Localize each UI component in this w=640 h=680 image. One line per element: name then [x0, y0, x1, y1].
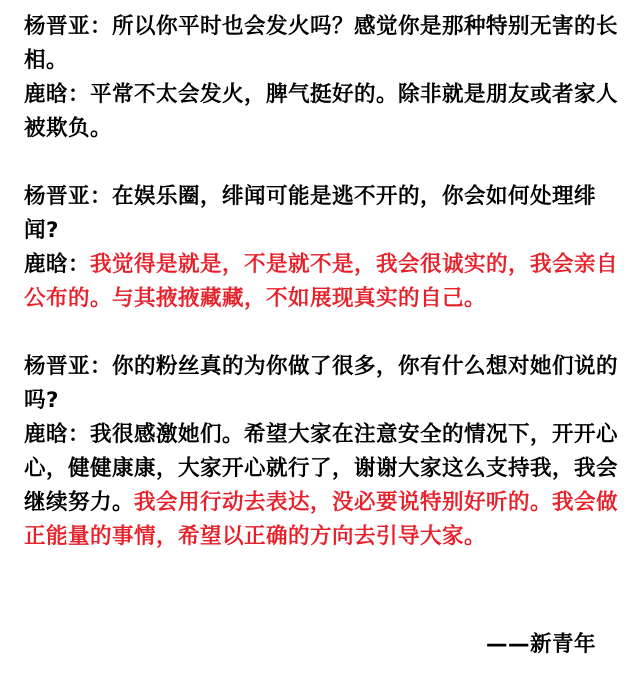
- question-paragraph: [24, 350, 624, 418]
- source-credit: ——新青年: [485, 632, 596, 657]
- article-body: [24, 10, 624, 554]
- colon: ：: [90, 354, 113, 379]
- answer-highlight-text: 我会用行动去表达，没必要说特别好听的。我会做正能量的事情，希望以正确的方向去引导大家。: [24, 490, 619, 549]
- colon: ：: [90, 184, 113, 209]
- question-paragraph: [24, 180, 624, 248]
- colon: ：: [68, 82, 91, 107]
- question-text: 在娱乐圈，绯闻可能是逃不开的，你会如何处理绯闻?: [24, 184, 597, 243]
- speaker-name: 鹿晗: [24, 422, 69, 447]
- answer-highlight-text: 我觉得是就是，不是就不是，我会很诚实的，我会亲自公布的。与其掖掖藏藏，不如展现真实的自己。: [24, 252, 619, 311]
- question-paragraph: [24, 10, 624, 78]
- answer-text: 我很感激她们。希望大家在注意安全的情况下，开开心心，健健康康，大家开心就行了，谢谢大家这么支持我，我会继续努力。: [24, 422, 619, 515]
- colon: ：: [68, 252, 91, 277]
- colon: ：: [68, 422, 91, 447]
- answer-text: 平常不太会发火，脾气挺好的。除非就是朋友或者家人被欺负。: [24, 82, 619, 141]
- answer-paragraph: [24, 248, 624, 316]
- answer-paragraph: [24, 418, 624, 554]
- speaker-name: 杨晋亚: [24, 14, 91, 39]
- speaker-name: 杨晋亚: [24, 184, 91, 209]
- answer-paragraph: [24, 78, 624, 146]
- speaker-name: 鹿晗: [24, 252, 69, 277]
- colon: ：: [90, 14, 113, 39]
- speaker-name: 杨晋亚: [24, 354, 91, 379]
- paragraph-gap: [24, 146, 624, 180]
- question-text: 所以你平时也会发火吗？感觉你是那种特别无害的长相。: [24, 14, 619, 73]
- speaker-name: 鹿晗: [24, 82, 69, 107]
- question-text: 你的粉丝真的为你做了很多，你有什么想对她们说的吗?: [24, 354, 619, 413]
- paragraph-gap: [24, 316, 624, 350]
